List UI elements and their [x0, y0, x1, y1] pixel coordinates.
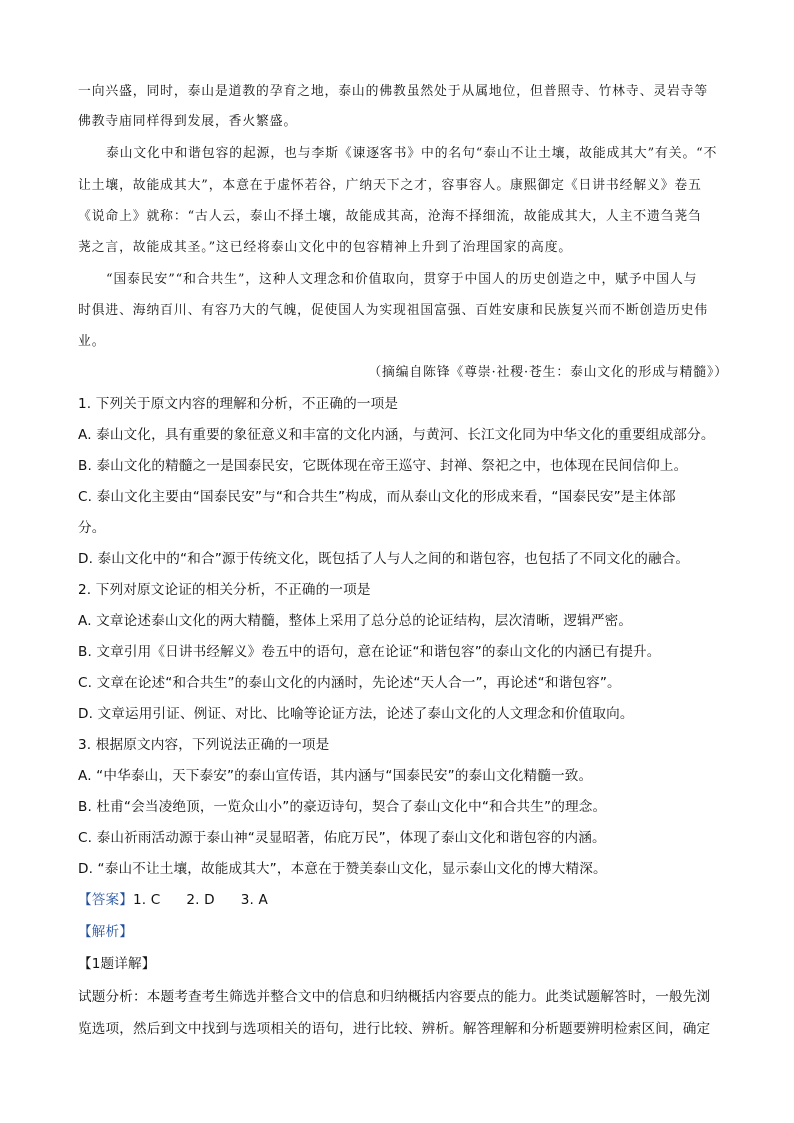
question-option: A. 文章论述泰山文化的两大精髓，整体上采用了总分总的论证结构，层次清晰，逻辑严密。: [78, 613, 633, 629]
analysis-line: 试题分析：本题考查考生筛选并整合文中的信息和归纳概括内容要点的能力。此类试题解答时，一般先浏: [78, 989, 711, 1005]
passage-line: 时俱进、海纳百川、有容乃大的气魄，促使国人为实现祖国富强、百姓安康和民族复兴而不断创造历史伟: [78, 303, 709, 318]
question-option: C. 泰山祈雨活动源于泰山神“灵显昭著，佑庇万民”，体现了泰山文化和谐包容的内涵。: [78, 830, 606, 846]
question-option: C. 文章在论述“和合共生”的泰山文化的内涵时，先论述“天人合一”，再论述“和谐包容”。: [78, 675, 621, 691]
question-option: A. “中华泰山，天下泰安”的泰山宣传语，其内涵与“国泰民安”的泰山文化精髓一致。: [78, 768, 593, 784]
answer-tag: 【答案】: [78, 892, 133, 908]
answer-item: 2. D: [186, 892, 215, 908]
passage-line: 泰山文化中和谐包容的起源，也与李斯《谏逐客书》中的名句“泰山不让土壤，故能成其大”有关。“不: [106, 146, 718, 161]
question-stem: 3. 根据原文内容，下列说法正确的一项是: [78, 737, 330, 753]
analysis-tag: 【解析】: [78, 924, 133, 940]
question-stem: 2. 下列对原文论证的相关分析，不正确的一项是: [78, 582, 371, 598]
passage-line: “国泰民安”“和合共生”，这种人文理念和价值取向，贯穿于中国人的历史创造之中，赋予中国人与: [106, 272, 698, 287]
analysis-line: 览选项，然后到文中找到与选项相关的语句，进行比较、辨析。解答理解和分析题要辨明检索区间，确定: [78, 1021, 711, 1037]
question-option: D. 文章运用引证、例证、对比、比喻等论证方法，论述了泰山文化的人文理念和价值取向。: [78, 706, 634, 722]
question-option: B. 杜甫“会当凌绝顶，一览众山小”的豪迈诗句，契合了泰山文化中“和合共生”的理念。: [78, 799, 607, 815]
question-option: C. 泰山文化主要由“国泰民安”与“和合共生”构成，而从泰山文化的形成来看，“国泰民安”是主体部: [78, 489, 676, 505]
question-option: B. 泰山文化的精髓之一是国泰民安，它既体现在帝王巡守、封禅、祭祀之中，也体现在民间信仰上。: [78, 458, 688, 474]
question-option: D. “泰山不让土壤，故能成其大”，本意在于赞美泰山文化，显示泰山文化的博大精深。: [78, 861, 607, 877]
passage-line: 《说命上》就称：“古人云，泰山不择土壤，故能成其高，沧海不择细流，故能成其大，人主不遗刍荛刍: [78, 209, 702, 224]
passage-line: 佛教寺庙同样得到发展，香火繁盛。: [78, 114, 298, 129]
passage-line: 业。: [78, 334, 106, 349]
answer-item: 1. C: [132, 892, 161, 908]
question-option: B. 文章引用《日讲书经解义》卷五中的语句，意在论证“和谐包容”的泰山文化的内涵已有提升。: [78, 644, 661, 660]
question-stem: 1. 下列关于原文内容的理解和分析，不正确的一项是: [78, 396, 399, 412]
answer-line: [78, 890, 728, 910]
question-option: 分。: [78, 520, 106, 536]
question-option: A. 泰山文化，具有重要的象征意义和丰富的文化内涵，与黄河、长江文化同为中华文化的重要组成部分。: [78, 427, 715, 443]
passage-line: 荛之言，故能成其圣。”这已经将泰山文化中的包容精神上升到了治理国家的高度。: [78, 240, 573, 255]
answer-item: 3. A: [240, 892, 268, 908]
question-option: D. 泰山文化中的“和合”源于传统文化，既包括了人与人之间的和谐包容，也包括了不同文化的融合。: [78, 551, 690, 567]
passage-line: 让土壤，故能成其大”，本意在于虚怀若谷，广纳天下之才，容事容人。康熙御定《日讲书经解义》卷五: [78, 178, 702, 193]
analysis-subtag: 【1题详解】: [78, 956, 156, 972]
passage-source: （摘编自陈锋《尊崇·社稷·苍生：泰山文化的形成与精髓》）: [368, 365, 728, 380]
passage-line: 一向兴盛，同时，泰山是道教的孕育之地，泰山的佛教虽然处于从属地位，但普照寺、竹林寺、灵岩寺等: [78, 84, 709, 99]
